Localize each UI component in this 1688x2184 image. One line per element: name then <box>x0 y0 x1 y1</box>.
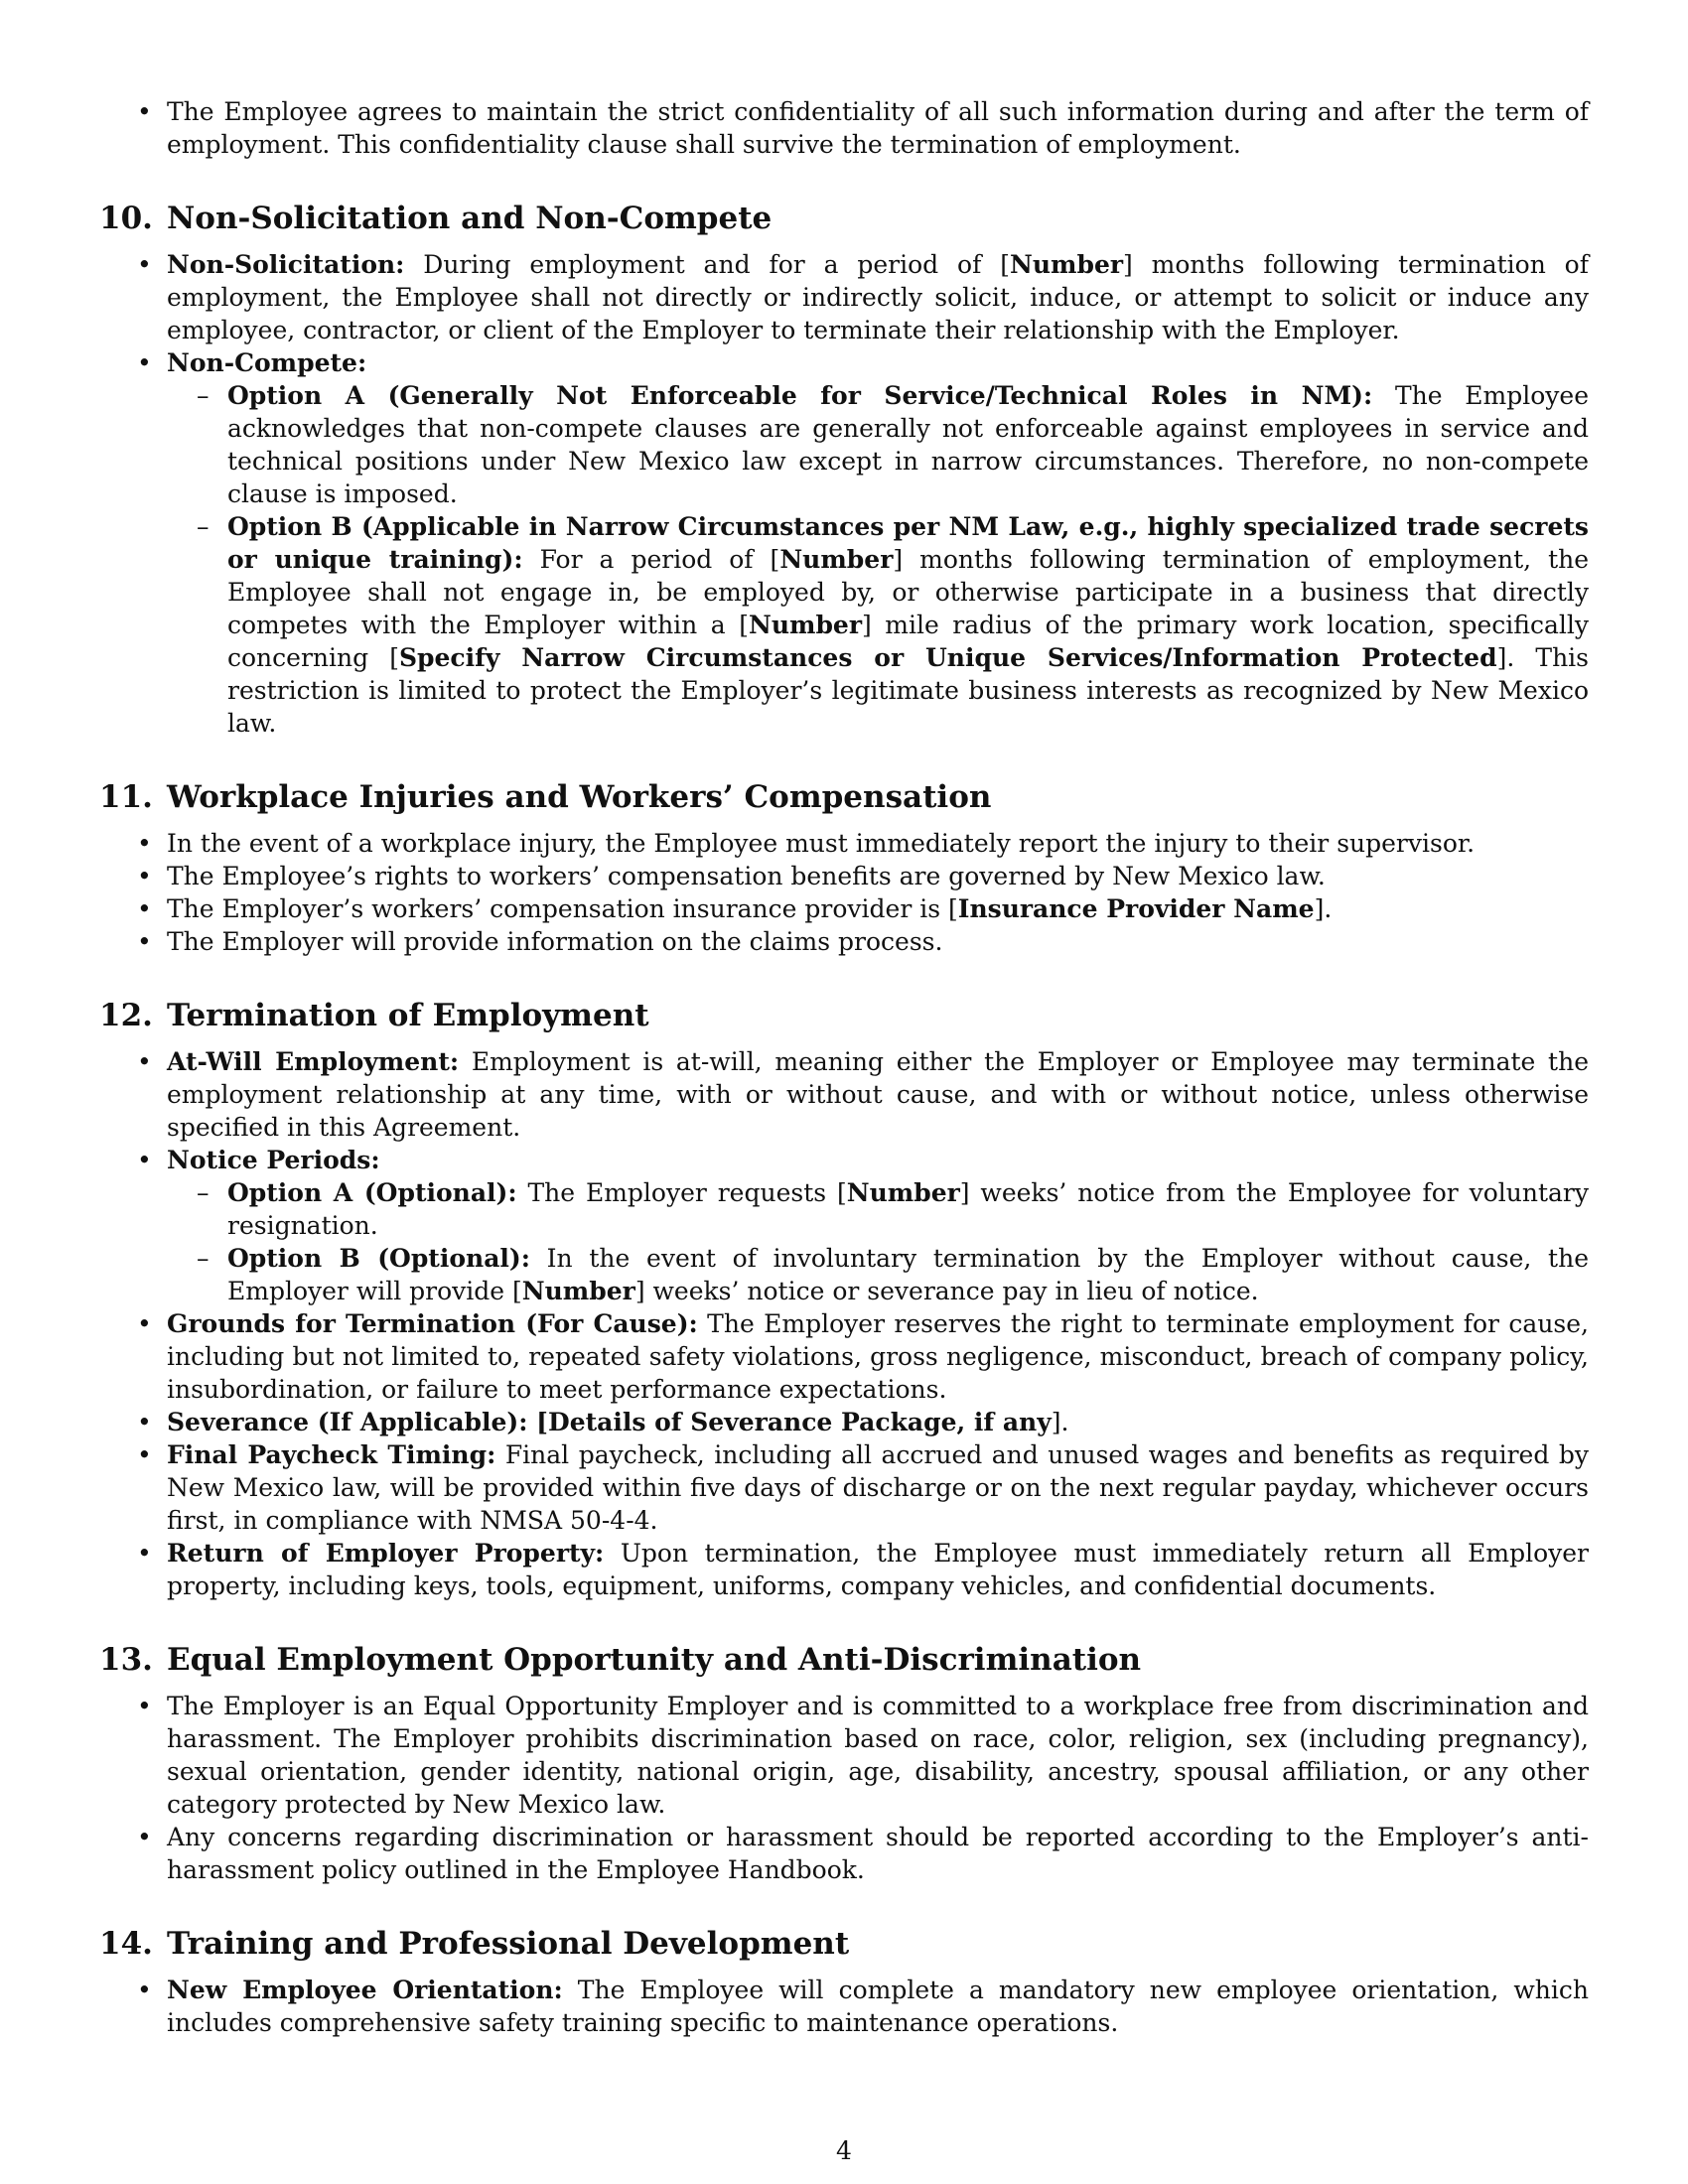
list-item: • Severance (If Applicable): [Details of Severance Package, if any]. <box>99 1406 1589 1438</box>
list-item: • The Employer is an Equal Opportunity Employer and is committed to a workplace free from discrimination and harassment. The Employer prohibits discrimination based on race, color, religion, sex (including pregnancy), sexual orientation, gender identity, national origin, age, disability, ancestry, spousal affiliation, or any other category protected by New Mexico law. <box>99 1690 1589 1821</box>
list-item: • Any concerns regarding discrimination or harassment should be reported according to the Employer’s anti-harassment policy outlined in the Employee Handbook. <box>99 1821 1589 1886</box>
list-item: • The Employer will provide information on the claims process. <box>99 925 1589 958</box>
section-10-heading <box>99 199 1589 238</box>
list-item: • In the event of a workplace injury, the Employee must immediately report the injury to their supervisor. <box>99 827 1589 860</box>
document-page <box>99 95 1589 2039</box>
section-13-heading <box>99 1640 1589 1680</box>
sub-list-item: – Option B (Optional): In the event of involuntary termination by the Employer without cause, the Employer will provide [Number] weeks’ notice or severance pay in lieu of notice. <box>167 1242 1589 1307</box>
list-item: • The Employee’s rights to workers’ compensation benefits are governed by New Mexico law. <box>99 860 1589 892</box>
list-item: • At-Will Employment: Employment is at-will, meaning either the Employer or Employee may terminate the employment relationship at any time, with or without cause, and with or without notice, unless otherwise specified in this Agreement. <box>99 1045 1589 1144</box>
section-title: Workplace Injuries and Workers’ Compensation <box>166 779 992 815</box>
list-item: • Non-Solicitation: During employment and for a period of [Number] months following termination of employment, the Employee shall not directly or indirectly solicit, induce, or attempt to solicit or induce any employee, contractor, or client of the Employer to terminate their relationship with the Employer. <box>99 248 1589 346</box>
section-14-list <box>99 1974 1589 2039</box>
list-item: • The Employer’s workers’ compensation insurance provider is [Insurance Provider Name]. <box>99 892 1589 925</box>
section-number: 10. <box>99 201 153 236</box>
section-12-list <box>99 1045 1589 1602</box>
section-10-list <box>99 248 1589 740</box>
section-number: 14. <box>99 1926 153 1962</box>
non-compete-options <box>167 379 1589 740</box>
section-number: 13. <box>99 1642 153 1678</box>
section-11-list <box>99 827 1589 958</box>
list-item: • New Employee Orientation: The Employee will complete a mandatory new employee orientation, which includes comprehensive safety training specific to maintenance operations. <box>99 1974 1589 2039</box>
confidentiality-continued-list <box>99 95 1589 161</box>
section-title: Equal Employment Opportunity and Anti-Discrimination <box>166 1642 1142 1678</box>
list-item: • Final Paycheck Timing: Final paycheck, including all accrued and unused wages and benefits as required by New Mexico law, will be provided within five days of discharge or on the next regular payday, whichever occurs first, in compliance with NMSA 50-4-4. <box>99 1438 1589 1537</box>
list-item: • Return of Employer Property: Upon termination, the Employee must immediately return all Employer property, including keys, tools, equipment, uniforms, company vehicles, and confidential documents. <box>99 1537 1589 1602</box>
section-14-heading <box>99 1924 1589 1964</box>
sub-list-item: – Option A (Optional): The Employer requests [Number] weeks’ notice from the Employee for voluntary resignation. <box>167 1176 1589 1242</box>
list-item: • Notice Periods: – Option A (Optional): The Employer requests [Number] weeks’ notice from the Employee for voluntary resignation. – Option B (Optional): In the event of involuntary termination by the Employer without cause, the Employer will provide [Number] weeks’ notice or severance pay in lieu of notice. <box>99 1144 1589 1307</box>
sub-list-item: – Option A (Generally Not Enforceable for Service/Technical Roles in NM): The Employee acknowledges that non-compete clauses are generally not enforceable against employees in service and technical positions under New Mexico law except in narrow circumstances. Therefore, no non-compete clause is imposed. <box>167 379 1589 510</box>
section-12-heading <box>99 996 1589 1035</box>
page-number: 4 <box>836 2136 852 2165</box>
sub-list-item: – Option B (Applicable in Narrow Circumstances per NM Law, e.g., highly specialized trade secrets or unique training): For a period of [Number] months following termination of employment, the Employee shall not engage in, be employed by, or otherwise participate in a business that directly competes with the Employer within a [Number] mile radius of the primary work location, specifically concerning [Specify Narrow Circumstances or Unique Services/Information Protected]. This restriction is limited to protect the Employer’s legitimate business interests as recognized by New Mexico law. <box>167 510 1589 740</box>
section-number: 11. <box>99 779 153 815</box>
section-title: Termination of Employment <box>166 998 649 1033</box>
list-item: • The Employee agrees to maintain the strict confidentiality of all such information during and after the term of employment. This confidentiality clause shall survive the termination of employment. <box>99 95 1589 161</box>
list-item: • Grounds for Termination (For Cause): The Employer reserves the right to terminate employment for cause, including but not limited to, repeated safety violations, gross negligence, misconduct, breach of company policy, insubordination, or failure to meet performance expectations. <box>99 1307 1589 1406</box>
section-11-heading <box>99 777 1589 817</box>
section-title: Non-Solicitation and Non-Compete <box>166 201 773 236</box>
notice-period-options <box>167 1176 1589 1307</box>
section-13-list <box>99 1690 1589 1886</box>
list-item: • Non-Compete: – Option A (Generally Not Enforceable for Service/Technical Roles in NM): The Employee acknowledges that non-compete clauses are generally not enforceable against employees in service and technical positions under New Mexico law except in narrow circumstances. Therefore, no non-compete clause is imposed. – Option B (Applicable in Narrow Circumstances per NM Law, e.g., highly specialized trade secrets or unique training): For a period of [Number] months following termination of employment, the Employee shall not engage in, be employed by, or otherwise participate in a business that directly competes with the Employer within a [Number] mile radius of the primary work location, specifically concerning [Specify Narrow Circumstances or Unique Services/Information Protected]. This restriction is limited to protect the Employer’s legitimate business interests as recognized by New Mexico law. <box>99 346 1589 740</box>
section-title: Training and Professional Development <box>166 1926 850 1962</box>
section-number: 12. <box>99 998 153 1033</box>
